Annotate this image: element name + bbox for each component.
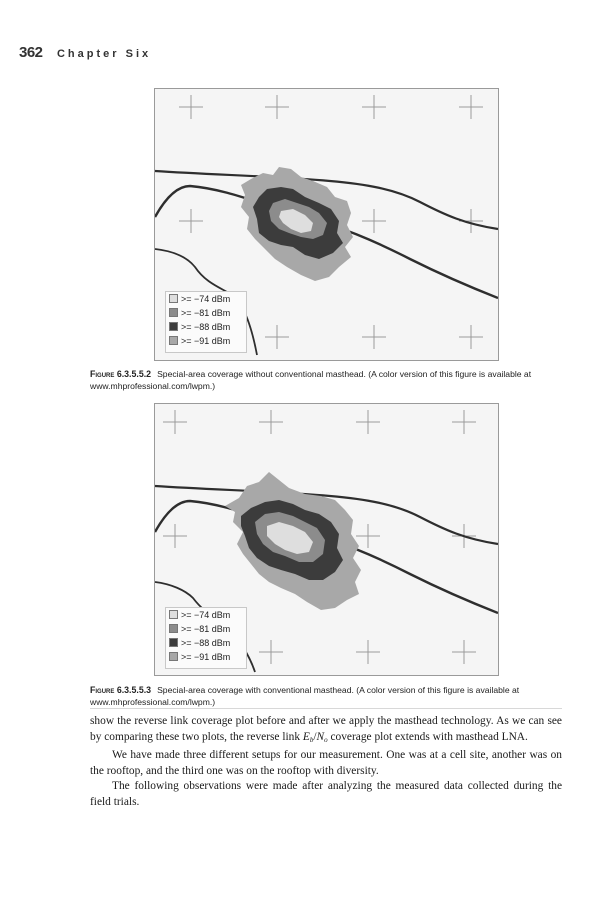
figure-caption-2 — [90, 684, 560, 708]
legend-swatch — [169, 652, 178, 661]
no-symbol: $N_o$ — [316, 730, 328, 744]
paragraph: The following observations were made after analyzing the measured data collected during the field trials. — [90, 780, 562, 808]
legend-item: >= −91 dBm — [166, 650, 246, 664]
coverage-area — [241, 167, 353, 281]
chapter-title: Chapter Six — [56, 48, 152, 60]
body-text — [90, 714, 562, 811]
legend-swatch — [169, 624, 178, 633]
legend-item: >= −74 dBm — [166, 608, 246, 622]
legend-item: >= −88 dBm — [166, 320, 246, 334]
map-legend — [165, 607, 247, 669]
legend-item: >= −91 dBm — [166, 334, 246, 348]
legend-swatch — [169, 638, 178, 647]
legend-swatch — [169, 294, 178, 303]
legend-item: >= −74 dBm — [166, 292, 246, 306]
figure-caption-text: Special-area coverage with conventional masthead. (A color version of this figure is available at www.mhprofessional.com/lwpm.) — [90, 685, 520, 707]
coverage-map-figure-2 — [154, 403, 499, 676]
figure-label: Figure 6.3.5.5.2 — [90, 369, 152, 379]
legend-item: >= −81 dBm — [166, 306, 246, 320]
paragraph: show the reverse link coverage plot before and after we apply the masthead technology. As we can see by comparing these two plots, the reverse link $E_b/N_o$ coverage plot extends with masthead LNA. — [90, 715, 562, 744]
coverage-map-figure-1 — [154, 88, 499, 361]
caption-divider — [90, 708, 562, 709]
page-header — [19, 44, 151, 62]
map-legend — [165, 291, 247, 353]
legend-swatch — [169, 610, 178, 619]
legend-swatch — [169, 322, 178, 331]
paragraph: We have made three different setups for our measurement. One was at a cell site, another was on the rooftop, and the third one was on the rooftop with diversity. — [90, 749, 562, 777]
legend-item: >= −88 dBm — [166, 636, 246, 650]
figure-label: Figure 6.3.5.5.3 — [90, 685, 152, 695]
legend-swatch — [169, 308, 178, 317]
figure-caption-text: Special-area coverage without conventional masthead. (A color version of this figure is available at www.mhprofessional.com/lwpm.) — [90, 369, 532, 391]
legend-swatch — [169, 336, 178, 345]
coverage-area — [225, 472, 361, 610]
page-number: 362 — [19, 44, 43, 61]
eb-symbol: $E_b$ — [302, 730, 314, 744]
figure-caption-1 — [90, 368, 560, 392]
legend-item: >= −81 dBm — [166, 622, 246, 636]
